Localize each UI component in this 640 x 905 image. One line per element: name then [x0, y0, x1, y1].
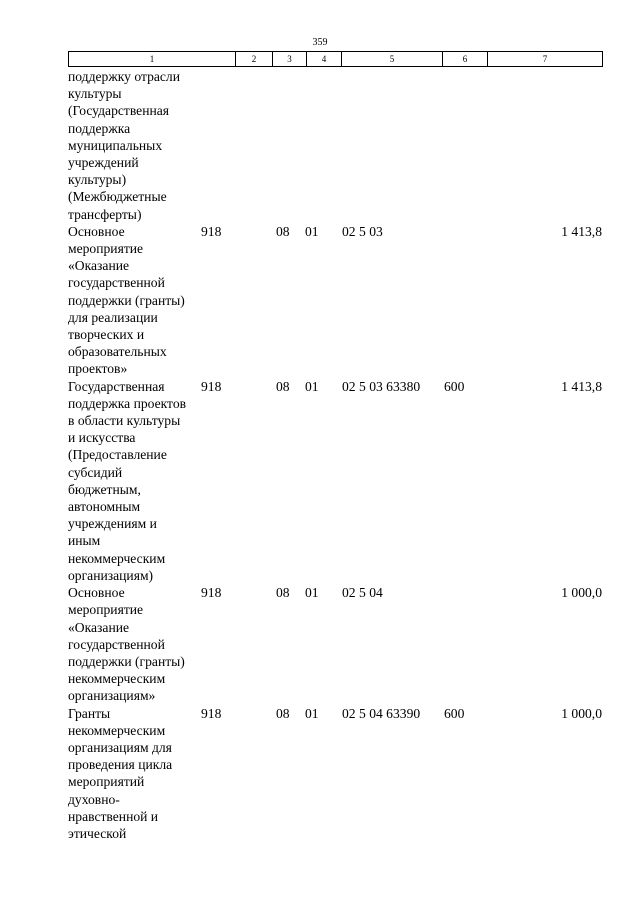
row-sum: 1 413,8	[561, 378, 602, 394]
row-target-article: 02 5 03	[342, 223, 383, 239]
row-code: 918	[201, 223, 222, 239]
row-name: Основное мероприятие «Оказание государственной поддержки (гранты) некоммерческим организациям»	[68, 585, 185, 704]
row-subsection: 01	[305, 705, 319, 721]
table-row	[0, 705, 640, 843]
column-header-3: 3	[273, 52, 307, 67]
row-code: 918	[201, 378, 222, 394]
row-sum: 1 413,8	[561, 223, 602, 239]
row-target-article: 02 5 03 63380	[342, 378, 421, 394]
row-name: поддержку отрасли культуры (Государственная поддержка муниципальных учреждений культуры) (Межбюджетные трансферты)	[68, 69, 180, 222]
row-name: Гранты некоммерческим организациям для проведения цикла мероприятий духовно- нравственной и этической	[68, 705, 173, 841]
row-name: Основное мероприятие «Оказание государственной поддержки (гранты) для реализации творческих и образовательных проектов»	[68, 223, 185, 377]
row-section: 08	[276, 585, 290, 601]
row-section: 08	[276, 378, 290, 394]
row-section: 08	[276, 705, 290, 721]
table-body	[0, 68, 640, 842]
column-header-4: 4	[307, 52, 342, 67]
row-expense-kind: 600	[444, 378, 465, 394]
row-name: Государственная поддержка проектов в области культуры и искусства (Предоставление субсидий бюджетным, автономным учреждениям и иным некоммерческим организациям)	[68, 378, 187, 583]
row-sum: 1 000,0	[561, 705, 602, 721]
column-header-1: 1	[69, 52, 236, 67]
column-header-2: 2	[236, 52, 273, 67]
table-row	[0, 223, 640, 378]
row-code: 918	[201, 705, 222, 721]
row-subsection: 01	[305, 585, 319, 601]
row-subsection: 01	[305, 378, 319, 394]
column-header-6: 6	[443, 52, 488, 67]
table-row	[0, 378, 640, 584]
row-section: 08	[276, 223, 290, 239]
table-row	[0, 584, 640, 704]
row-code: 918	[201, 585, 222, 601]
table-row	[0, 68, 640, 223]
column-number-header	[68, 51, 603, 67]
page-number: 359	[312, 37, 328, 48]
column-header-5: 5	[342, 52, 443, 67]
row-target-article: 02 5 04	[342, 585, 383, 601]
row-target-article: 02 5 04 63390	[342, 705, 421, 721]
row-expense-kind: 600	[444, 705, 465, 721]
row-sum: 1 000,0	[561, 585, 602, 601]
row-subsection: 01	[305, 223, 319, 239]
column-header-7: 7	[488, 52, 603, 67]
